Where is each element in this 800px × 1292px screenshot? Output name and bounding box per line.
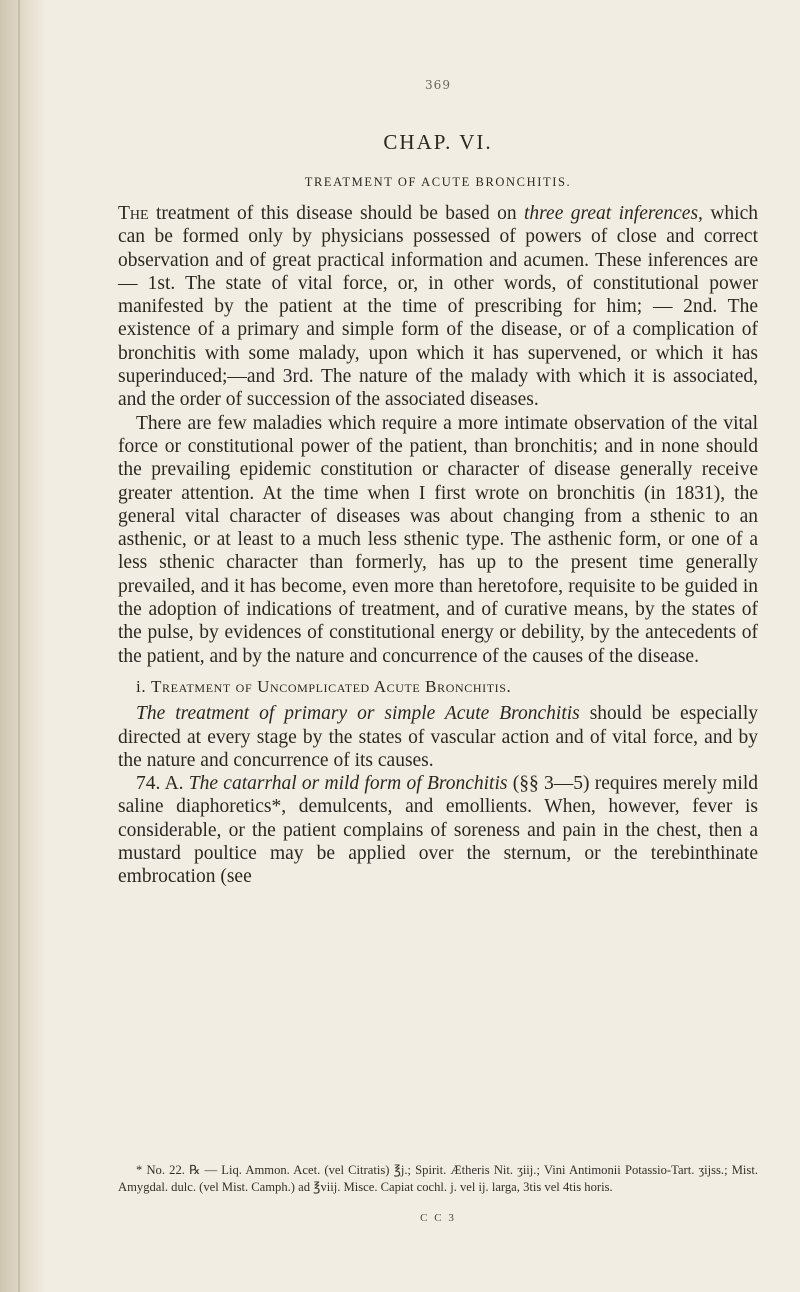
section-heading-text: Treatment of Uncomplicated Acute Bronchitis.: [151, 676, 512, 696]
paragraph-1-text-b: which can be formed only by physicians possessed of powers of close and correct observation and of great practical information and acumen. These inferences are — 1st. The state of vital force, or, in other words, of constitutional power manifested by the patient at the time of prescribing for him; — 2nd. The existence of a primary and simple form of the disease, or of a complication of bronchitis with some malady, upon which it has supervened, or which it has superinduced;—and 3rd. The nature of the malady with which it is associated, and the order of succession of the associated diseases.: [118, 203, 758, 411]
body-text: [118, 202, 758, 889]
footnote-text: * No. 22. ℞ — Liq. Ammon. Acet. (vel Citratis) ℥j.; Spirit. Ætheris Nit. ʒiij.; Vini Antimonii Potassio-Tart. ʒijss.; Mist. Amygdal. dulc. (vel Mist. Camph.) ad ℥viij. Misce. Capiat cochl. j. vel ij. larga, 3tis vel 4tis horis.: [118, 1163, 758, 1194]
paragraph-1-lead: The: [118, 203, 149, 224]
section-number: i.: [136, 676, 147, 696]
signature-mark: C C 3: [420, 1212, 456, 1224]
gutter-line: [18, 0, 20, 1292]
paragraph-4-text: (§§ 3—5) requires merely mild saline diaphoretics*, demulcents, and emollients. When, however, fever is considerable, or the patient complains of soreness and pain in the chest, then a mustard poultice may be applied over the sternum, or the terebinthinate embrocation (see: [118, 773, 758, 888]
paragraph-1: [118, 202, 758, 412]
paragraph-4-number: 74.: [136, 773, 161, 795]
paragraph-4: [118, 772, 758, 888]
footnote: [118, 1162, 758, 1196]
section-heading: [118, 675, 758, 698]
chapter-title: CHAP. VI.: [383, 130, 493, 154]
paragraph-4-italic: The catarrhal or mild form of Bronchitis: [188, 773, 508, 795]
paragraph-2: There are few maladies which require a more intimate observation of the vital force or constitutional power of the patient, than bronchitis; and in none should the prevailing epidemic constitution or character of disease generally receive greater attention. At the time when I first wrote on bronchitis (in 1831), the general vital character of diseases was about changing from a sthenic to an asthenic, or at least to a much less sthenic type. The asthenic form, or one of a less sthenic character than formerly, has up to the present time generally prevailed, and it has become, even more than heretofore, requisite to be guided in the adoption of indications of treatment, and of curative means, by the states of the pulse, by evidences of constitutional energy or debility, by the antecedents of the patient, and by the nature and concurrence of the causes of the disease.: [118, 412, 758, 667]
paragraph-3-text: should be especially directed at every stage by the states of vascular action and of vital force, and by the nature and concurrence of its causes.: [118, 703, 759, 771]
chapter-subtitle: TREATMENT OF ACUTE BRONCHITIS.: [304, 175, 572, 189]
paragraph-4-label: A.: [164, 773, 184, 795]
paragraph-3-italic: The treatment of primary or simple Acute Bronchitis: [136, 703, 580, 725]
page: [118, 0, 758, 1292]
paragraph-1-italic: three great inferences,: [524, 203, 703, 224]
paragraph-3: [118, 702, 758, 772]
page-number: 369: [425, 78, 451, 92]
paragraph-1-text-a: treatment of this disease should be based on: [148, 203, 525, 224]
book-binding-shadow: [0, 0, 46, 1292]
